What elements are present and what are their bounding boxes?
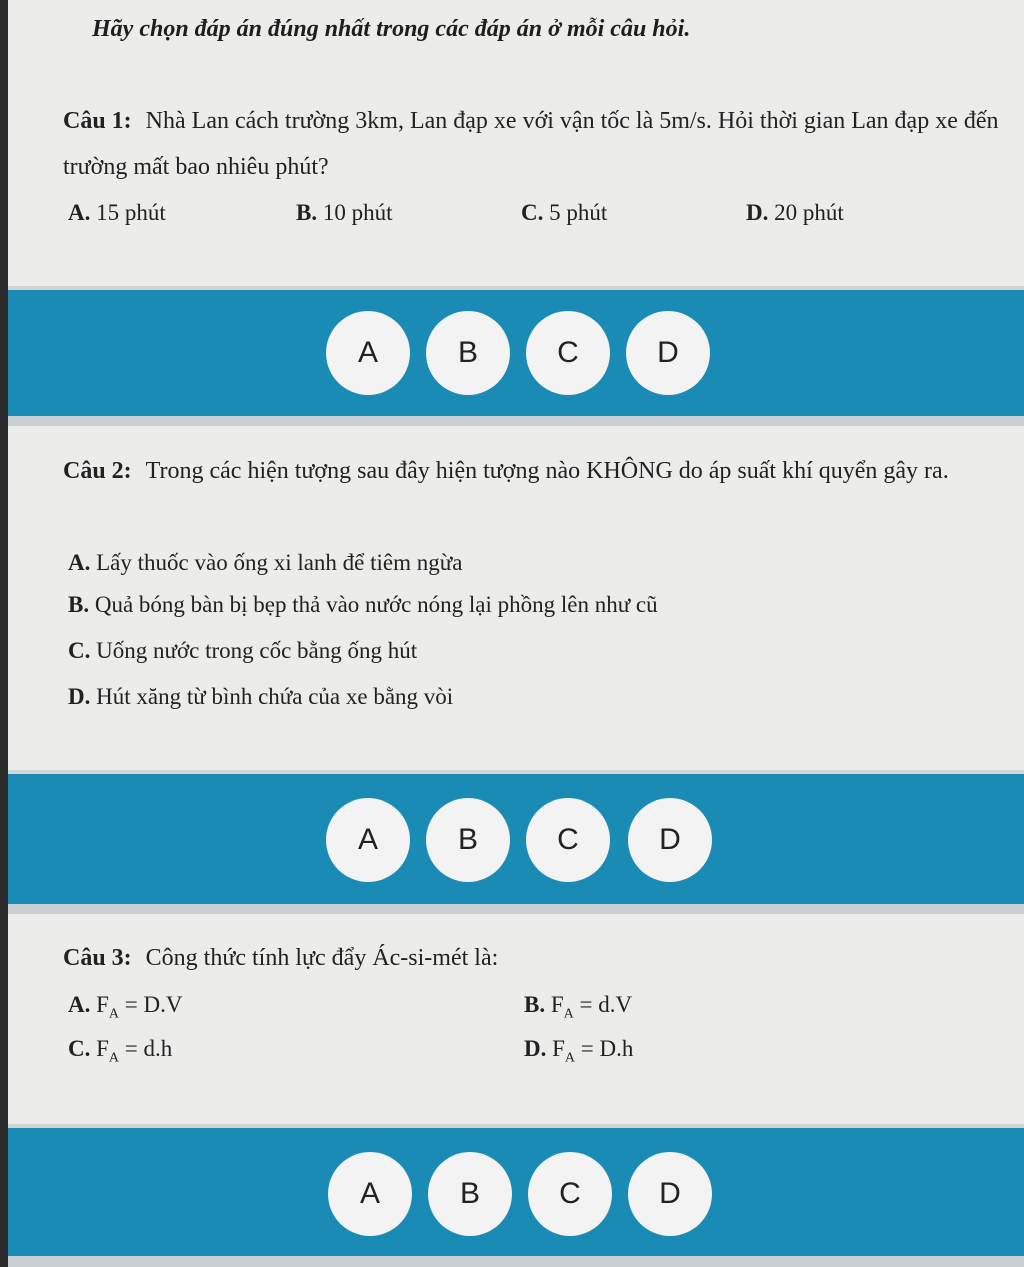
question-2-number: Câu 2: bbox=[63, 458, 132, 484]
answer-band-2 bbox=[8, 770, 1024, 904]
q2-option-a: A. Lấy thuốc vào ống xi lanh để tiêm ngừa bbox=[68, 550, 463, 575]
q1-answer-c-button[interactable]: C bbox=[526, 311, 610, 395]
answer-band-3 bbox=[8, 1124, 1024, 1256]
question-3-number: Câu 3: bbox=[63, 945, 132, 971]
q1-answer-b-button[interactable]: B bbox=[426, 311, 510, 395]
q3-answer-c-button[interactable]: C bbox=[528, 1152, 612, 1236]
worksheet-page bbox=[8, 0, 1024, 1267]
q1-option-d: D. 20 phút bbox=[746, 200, 844, 225]
band-2-divider bbox=[8, 904, 1024, 914]
q3-answer-b-button[interactable]: B bbox=[428, 1152, 512, 1236]
q3-option-a: A. $F_A = D.V$ bbox=[68, 992, 183, 1022]
instruction-text: Hãy chọn đáp án đúng nhất trong các đáp án ở mỗi câu hỏi. bbox=[92, 16, 691, 42]
q2-option-b: B. Quả bóng bàn bị bẹp thả vào nước nóng lại phồng lên như cũ bbox=[68, 592, 658, 617]
question-1-body: Nhà Lan cách trường 3km, Lan đạp xe với vận tốc là 5m/s. Hỏi thời gian Lan đạp xe đến trường mất bao nhiêu phút? bbox=[63, 108, 999, 180]
question-3-body: Công thức tính lực đẩy Ác-si-mét là: bbox=[145, 945, 499, 971]
q3-answer-d-button[interactable]: D bbox=[628, 1152, 712, 1236]
q2-answer-d-button[interactable]: D bbox=[628, 798, 712, 882]
q2-option-c: C. Uống nước trong cốc bằng ống hút bbox=[68, 638, 418, 663]
q3-option-c: C. $F_A = d.h$ bbox=[68, 1036, 173, 1066]
q1-option-a: A. 15 phút bbox=[68, 200, 166, 225]
question-2-body: Trong các hiện tượng sau đây hiện tượng nào KHÔNG do áp suất khí quyển gây ra. bbox=[145, 458, 949, 484]
question-1-number: Câu 1: bbox=[63, 108, 132, 134]
question-2-text bbox=[63, 448, 1003, 494]
q3-answer-a-button[interactable]: A bbox=[328, 1152, 412, 1236]
band-1-divider bbox=[8, 416, 1024, 426]
q1-option-b: B. 10 phút bbox=[296, 200, 393, 225]
q1-answer-d-button[interactable]: D bbox=[626, 311, 710, 395]
q1-option-c: C. 5 phút bbox=[521, 200, 608, 225]
answer-band-1 bbox=[8, 286, 1024, 416]
q1-answer-a-button[interactable]: A bbox=[326, 311, 410, 395]
q2-answer-c-button[interactable]: C bbox=[526, 798, 610, 882]
band-3-divider bbox=[8, 1256, 1024, 1267]
q2-answer-b-button[interactable]: B bbox=[426, 798, 510, 882]
q2-option-d: D. Hút xăng từ bình chứa của xe bằng vòi bbox=[68, 684, 454, 709]
question-1-text bbox=[63, 98, 1003, 190]
q3-option-d: D. $F_A = D.h$ bbox=[524, 1036, 634, 1066]
question-3-text bbox=[63, 935, 1003, 981]
q2-answer-a-button[interactable]: A bbox=[326, 798, 410, 882]
q3-option-b: B. $F_A = d.V$ bbox=[524, 992, 633, 1022]
